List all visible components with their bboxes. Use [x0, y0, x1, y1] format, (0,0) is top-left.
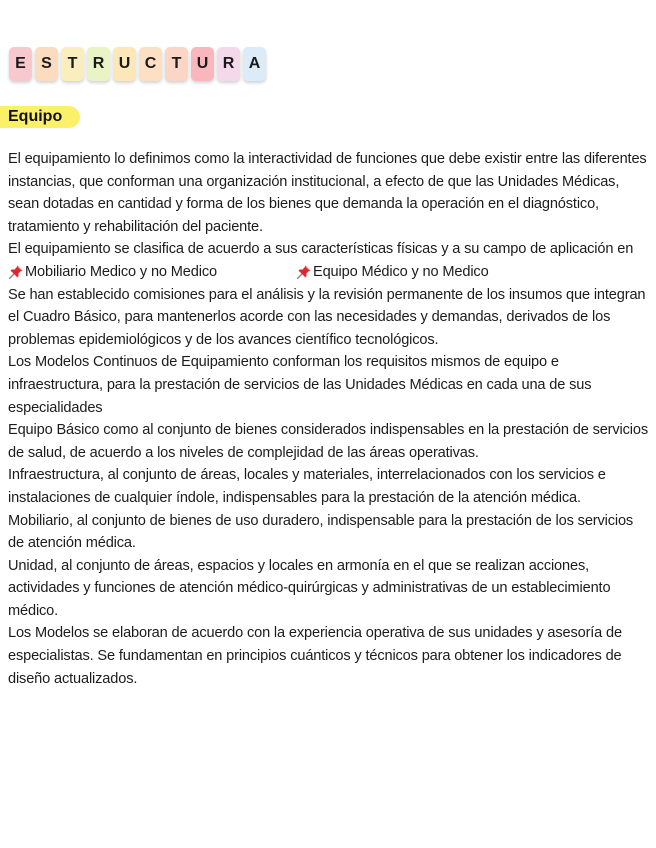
pushpin-icon [296, 264, 312, 280]
title-letters [9, 47, 266, 81]
paragraph: Infraestructura, al conjunto de áreas, locales y materiales, interrelacionados con los servicios e instalaciones de cualquier índole, indispensables para la prestación de la atención médica. [8, 467, 606, 506]
classification-item-label: Mobiliario Medico y no Medico [25, 263, 217, 280]
paragraph: El equipamiento se clasifica de acuerdo a sus características físicas y a su campo de aplicación en [8, 241, 634, 258]
classification-item [8, 261, 296, 284]
title-letter-tile: E [9, 47, 32, 81]
classification-list [8, 261, 652, 284]
pushpin-icon [8, 264, 24, 280]
title-letter-tile: C [139, 47, 162, 81]
title-letter-tile: T [165, 47, 188, 81]
title-letter-tile: T [61, 47, 84, 81]
title-letter-tile: S [35, 47, 58, 81]
section-heading: Equipo [0, 106, 80, 128]
paragraph: Equipo Básico como al conjunto de bienes considerados indispensables en la prestación de servicios de salud, de acuerdo a los niveles de complejidad de las áreas operativas. [8, 422, 648, 461]
document-body [8, 148, 652, 690]
paragraph: Unidad, al conjunto de áreas, espacios y locales en armonía en el que se realizan acciones, actividades y funciones de atención médico-quirúrgicas y administrativas de un establecimiento médico. [8, 557, 611, 619]
title-letter-tile: A [243, 47, 266, 81]
title-letter-tile: R [217, 47, 240, 81]
classification-item [296, 261, 489, 284]
paragraph: Mobiliario, al conjunto de bienes de uso duradero, indispensable para la prestación de los servicios de atención médica. [8, 512, 634, 552]
title-letter-tile: U [113, 47, 136, 81]
title-letter-tile: U [191, 47, 214, 81]
paragraph: Los Modelos se elaboran de acuerdo con la experiencia operativa de sus unidades y asesoría de especialistas. Se fundamentan en principios cuánticos y técnicos para obtener los indicadores de diseño actualizados. [8, 625, 622, 687]
paragraph: Los Modelos Continuos de Equipamiento conforman los requisitos mismos de equipo e infraestructura, para la prestación de servicios de las Unidades Médicas en cada una de sus especialidades [8, 354, 592, 416]
paragraph: El equipamiento lo definimos como la interactividad de funciones que debe existir entre las diferentes instancias, que conforman una organización institucional, a efecto de que las Unidades Médicas, sean dotadas en cantidad y forma de los bienes que demanda la operación en el diagnóstico, tratamiento y rehabilitación del paciente. [8, 151, 647, 235]
paragraph: Se han establecido comisiones para el análisis y la revisión permanente de los insumos que integran el Cuadro Básico, para mantenerlos acorde con las necesidades y demandas, derivados de los problemas epidemiológicos y de los avances científico tecnológicos. [8, 286, 646, 348]
classification-item-label: Equipo Médico y no Medico [313, 263, 489, 280]
title-letter-tile: R [87, 47, 110, 81]
